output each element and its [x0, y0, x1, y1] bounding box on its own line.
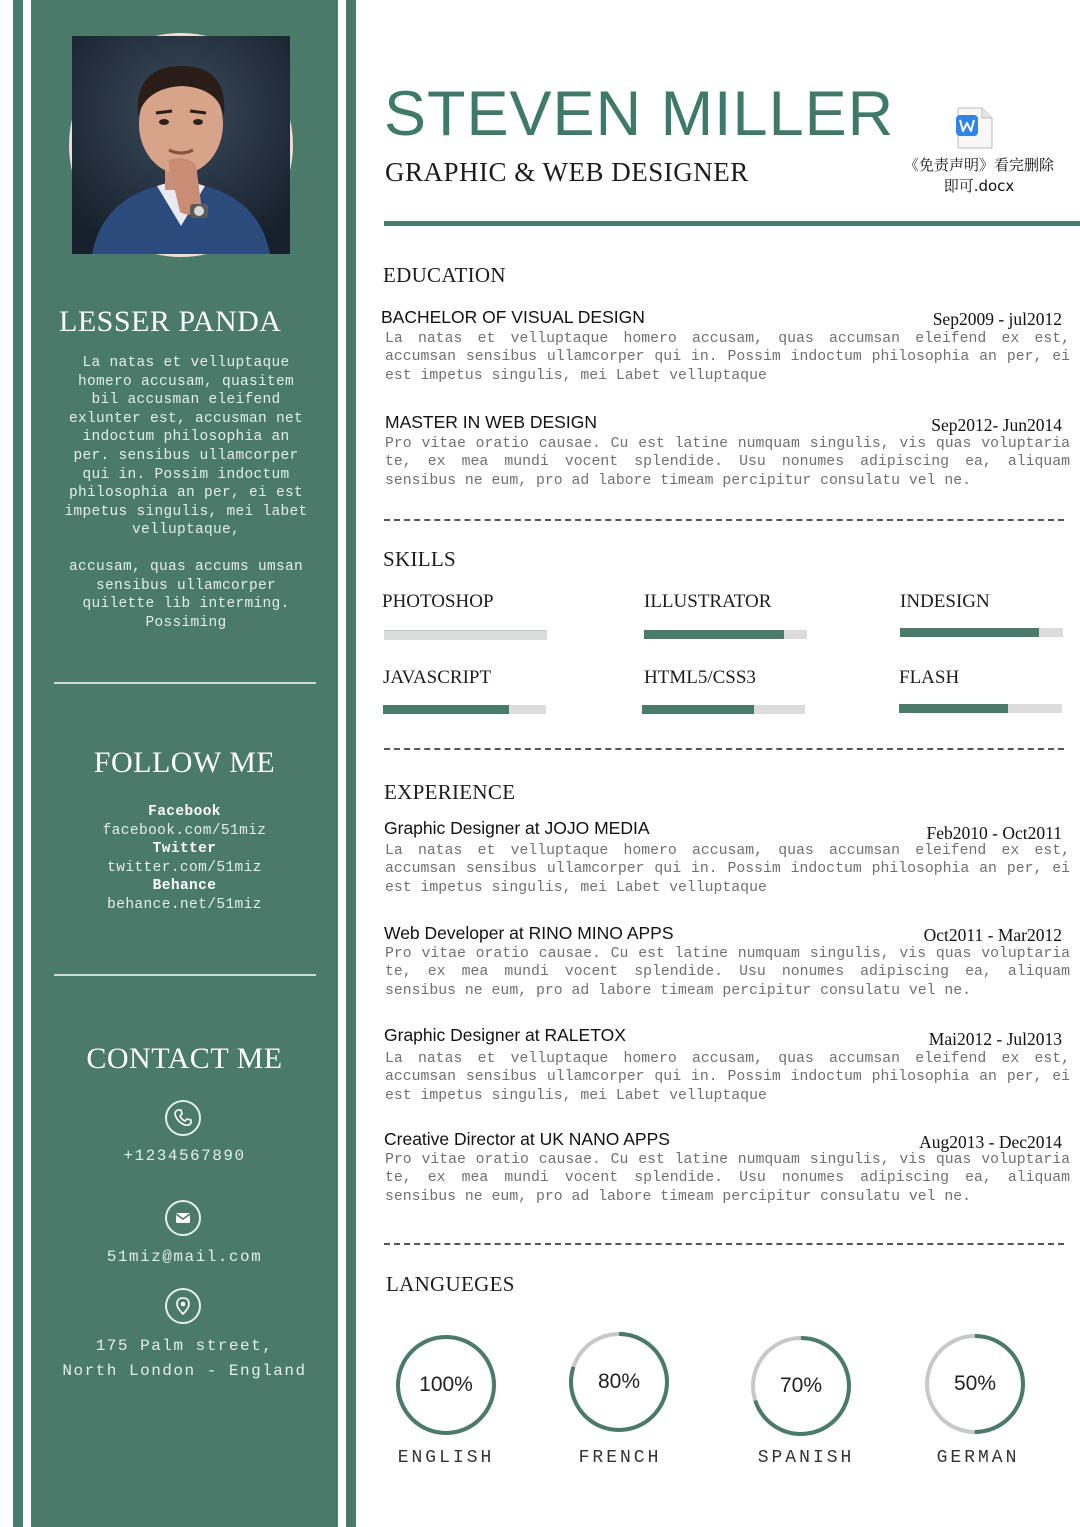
- language-label: GERMAN: [936, 1448, 1020, 1468]
- experience-entry-text: La natas et velluptaque homero accusam, quas accumsan eleifend ex est, accumsan sensibus ullamcorper qui in. Possim indoctum philosophia an per, ei est impetus singulis, mei Labet velluptaque: [385, 843, 1070, 896]
- experience-entry-text: La natas et velluptaque homero accusam, quas accumsan eleifend ex est, accumsan sensibus ullamcorper qui in. Possim indoctum philosophia an per, ei est impetus singulis, mei Labet velluptaque: [385, 1051, 1070, 1104]
- experience-entry-text: Pro vitae oratio causae. Cu est latine numquam singulis, vis quas voluptaria te, ex mea mundi vocent splendide. Usu nonumes adipiscing ea, aliquam sensibus ne eum, pro ad labore timeam percipitur consulatu vel ne.: [385, 1152, 1070, 1205]
- skill-bar-fill: [899, 704, 1008, 713]
- skill-bar-fill: [383, 705, 509, 714]
- word-doc-icon[interactable]: [955, 107, 993, 149]
- twitter-label: Twitter: [152, 841, 217, 858]
- address-line-1: 175 Palm street,: [95, 1337, 274, 1355]
- skill-bar: [642, 705, 805, 714]
- skill-label: FLASH: [899, 667, 960, 688]
- sidebar-stripe-right: [346, 0, 356, 1527]
- sidebar: [31, 0, 338, 1527]
- skill-label: ILLUSTRATOR: [644, 591, 772, 612]
- education-entry-date: Sep2012- Jun2014: [931, 415, 1062, 435]
- behance-label: Behance: [152, 878, 217, 895]
- education-entry-title: BACHELOR OF VISUAL DESIGN: [381, 307, 645, 327]
- skill-label: INDESIGN: [900, 591, 990, 612]
- language-percent: 100%: [419, 1373, 473, 1396]
- about-text: [61, 354, 311, 631]
- job-title: GRAPHIC & WEB DESIGNER: [385, 157, 749, 187]
- education-entry-date: Sep2009 - jul2012: [932, 309, 1062, 329]
- phone-number[interactable]: +1234567890: [123, 1147, 246, 1165]
- header-rule: [384, 221, 1080, 226]
- language-ring: [566, 1329, 672, 1435]
- education-title: EDUCATION: [383, 263, 506, 287]
- skill-bar-fill: [644, 630, 784, 639]
- sidebar-stripe-left: [13, 0, 23, 1527]
- person-name: STEVEN MILLER: [384, 79, 895, 149]
- skill-bar: [384, 630, 547, 640]
- education-entry-title: MASTER IN WEB DESIGN: [385, 412, 597, 432]
- experience-title: EXPERIENCE: [384, 780, 516, 804]
- email-address[interactable]: 51miz@mail.com: [106, 1248, 263, 1266]
- section-divider: [384, 519, 1064, 521]
- skill-bar-fill: [900, 628, 1039, 637]
- section-divider: [384, 748, 1064, 750]
- phone-icon: [165, 1100, 201, 1136]
- skill-bar: [644, 630, 807, 639]
- experience-entry-text: Pro vitae oratio causae. Cu est latine numquam singulis, vis quas voluptaria te, ex mea mundi vocent splendide. Usu nonumes adipiscing ea, aliquam sensibus ne eum, pro ad labore timeam percipitur consulatu vel ne.: [385, 946, 1070, 999]
- facebook-link[interactable]: facebook.com/51miz: [102, 822, 267, 839]
- portrait-photo: [72, 36, 290, 254]
- experience-entry-date: Mai2012 - Jul2013: [928, 1029, 1062, 1049]
- language-ring: [748, 1333, 854, 1439]
- about-paragraph-1: La natas et velluptaque homero accusam, quasitem bil accusman eleifend exlunter est, accusman net indoctum philosophia an per. sensibus ullamcorper qui in. Possim indoctum philosophia an per, ei est impetus singulis, mei labet velluptaque,: [64, 355, 308, 539]
- email-icon: [165, 1200, 201, 1236]
- section-divider: [384, 1243, 1064, 1245]
- follow-list: [31, 803, 338, 915]
- avatar: [69, 33, 293, 257]
- education-entry-text: Pro vitae oratio causae. Cu est latine numquam singulis, vis quas voluptaria te, ex mea mundi vocent splendide. Usu nonumes adipiscing ea, aliquam sensibus ne eum, pro ad labore timeam percipitur consulatu vel ne.: [385, 436, 1070, 489]
- about-paragraph-2: accusam, quas accums umsan sensibus ullamcorper quilette lib interming. Possiming: [68, 558, 304, 631]
- language-percent: 80%: [597, 1370, 641, 1393]
- sidebar-divider: [54, 974, 316, 976]
- address-line-2: North London - England: [62, 1362, 307, 1380]
- skill-label: PHOTOSHOP: [382, 591, 494, 612]
- experience-entry-title: Graphic Designer at JOJO MEDIA: [384, 818, 650, 838]
- experience-entry-date: Feb2010 - Oct2011: [926, 823, 1062, 843]
- twitter-link[interactable]: twitter.com/51miz: [107, 859, 262, 876]
- language-label: SPANISH: [757, 1448, 855, 1468]
- language-percent: 50%: [953, 1372, 997, 1395]
- skill-label: HTML5/CSS3: [644, 667, 756, 688]
- about-title: LESSER PANDA: [59, 305, 282, 338]
- education-entry-text: La natas et velluptaque homero accusam, quas accumsan eleifend ex est, accumsan sensibus ullamcorper qui in. Possim indoctum philosophia an per, ei est impetus singulis, mei Labet velluptaque: [385, 331, 1070, 384]
- language-ring: [922, 1331, 1028, 1437]
- language-label: ENGLISH: [397, 1448, 495, 1468]
- experience-entry-date: Oct2011 - Mar2012: [923, 925, 1062, 945]
- experience-entry-date: Aug2013 - Dec2014: [919, 1132, 1062, 1152]
- experience-entry-title: Creative Director at UK NANO APPS: [384, 1129, 670, 1149]
- sidebar-divider: [54, 682, 316, 684]
- language-percent: 70%: [779, 1374, 823, 1397]
- attachment-filename[interactable]: 《免责声明》看完删除即可.docx: [904, 156, 1055, 195]
- location-pin-icon: [165, 1288, 201, 1324]
- language-label: FRENCH: [578, 1448, 662, 1468]
- experience-entry-title: Web Developer at RINO MINO APPS: [384, 923, 674, 943]
- languages-title: LANGUEGES: [386, 1272, 515, 1296]
- language-ring: [393, 1332, 499, 1438]
- skill-label: JAVASCRIPT: [383, 667, 492, 688]
- contact-title: CONTACT ME: [86, 1042, 283, 1075]
- skills-title: SKILLS: [383, 547, 456, 571]
- skill-bar: [899, 704, 1062, 713]
- behance-link[interactable]: behance.net/51miz: [107, 896, 262, 913]
- facebook-label: Facebook: [148, 804, 221, 820]
- skill-bar: [900, 628, 1063, 637]
- experience-entry-title: Graphic Designer at RALETOX: [384, 1025, 626, 1045]
- skill-bar: [383, 705, 546, 714]
- follow-title: FOLLOW ME: [93, 746, 276, 779]
- skill-bar-fill: [642, 705, 754, 714]
